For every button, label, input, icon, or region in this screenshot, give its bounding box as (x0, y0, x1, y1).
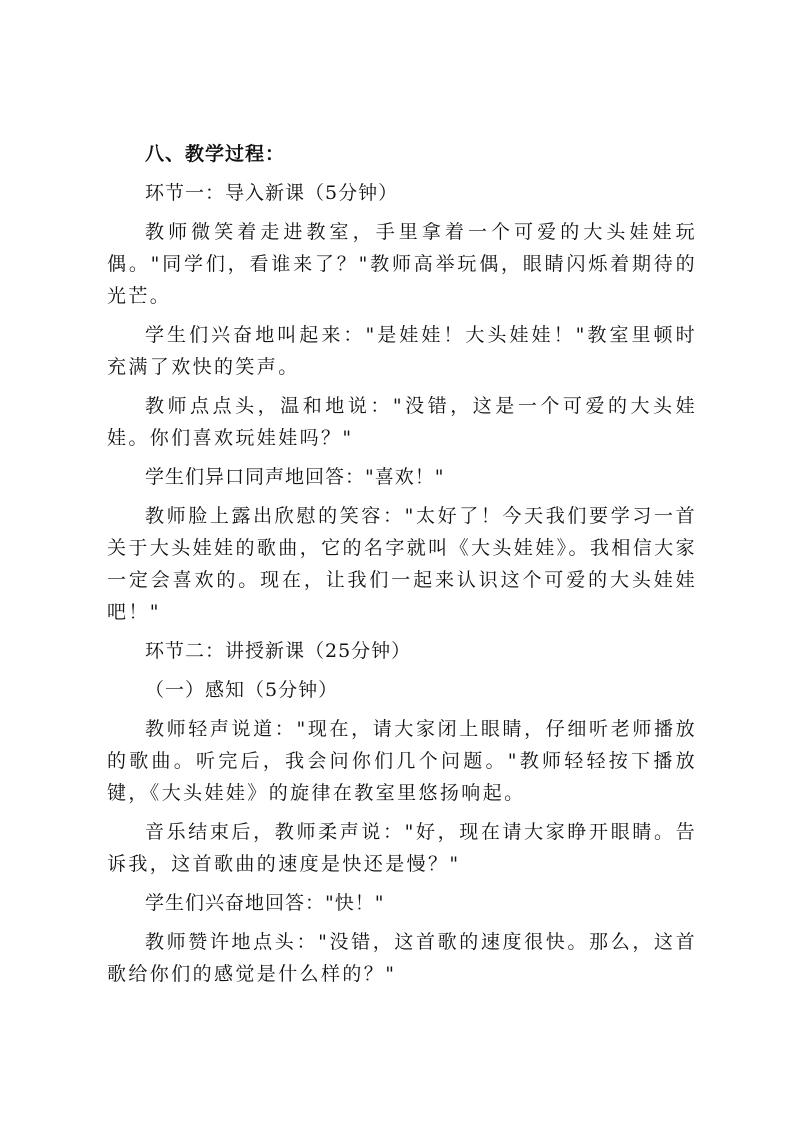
paragraph: 教师轻声说道："现在，请大家闭上眼睛，仔细听老师播放的歌曲。听完后，我会问你们几个问题。"教师轻轻按下播放键，《大头娃娃》的旋律在教室里悠扬响起。 (107, 718, 697, 804)
section-heading: 八、教学过程： (145, 143, 286, 165)
subsection-heading: （一）感知（5分钟） (145, 679, 339, 701)
paragraph: 音乐结束后，教师柔声说："好，现在请大家睁开眼睛。告诉我，这首歌曲的速度是快还是慢？" (107, 821, 697, 875)
paragraph: 学生们兴奋地回答："快！" (145, 892, 385, 914)
paragraph: 教师微笑着走进教室，手里拿着一个可爱的大头娃娃玩偶。"同学们，看谁来了？"教师高举玩偶，眼睛闪烁着期待的光芒。 (107, 221, 697, 307)
paragraph: 学生们兴奋地叫起来："是娃娃！大头娃娃！"教室里顿时充满了欢快的笑声。 (107, 324, 697, 378)
document-body (107, 138, 697, 997)
paragraph: 教师赞许地点头："没错，这首歌的速度很快。那么，这首歌给你们的感觉是什么样的？" (107, 931, 697, 985)
paragraph: 教师点点头，温和地说："没错，这是一个可爱的大头娃娃。你们喜欢玩娃娃吗？" (107, 395, 697, 449)
step-one-heading: 环节一：导入新课（5分钟） (145, 182, 399, 204)
step-two-heading: 环节二：讲授新课（25分钟） (145, 640, 412, 662)
paragraph: 教师脸上露出欣慰的笑容："太好了！今天我们要学习一首关于大头娃娃的歌曲，它的名字就叫《大头娃娃》。我相信大家一定会喜欢的。现在，让我们一起来认识这个可爱的大头娃娃吧！" (107, 505, 697, 623)
paragraph: 学生们异口同声地回答："喜欢！" (145, 466, 445, 488)
